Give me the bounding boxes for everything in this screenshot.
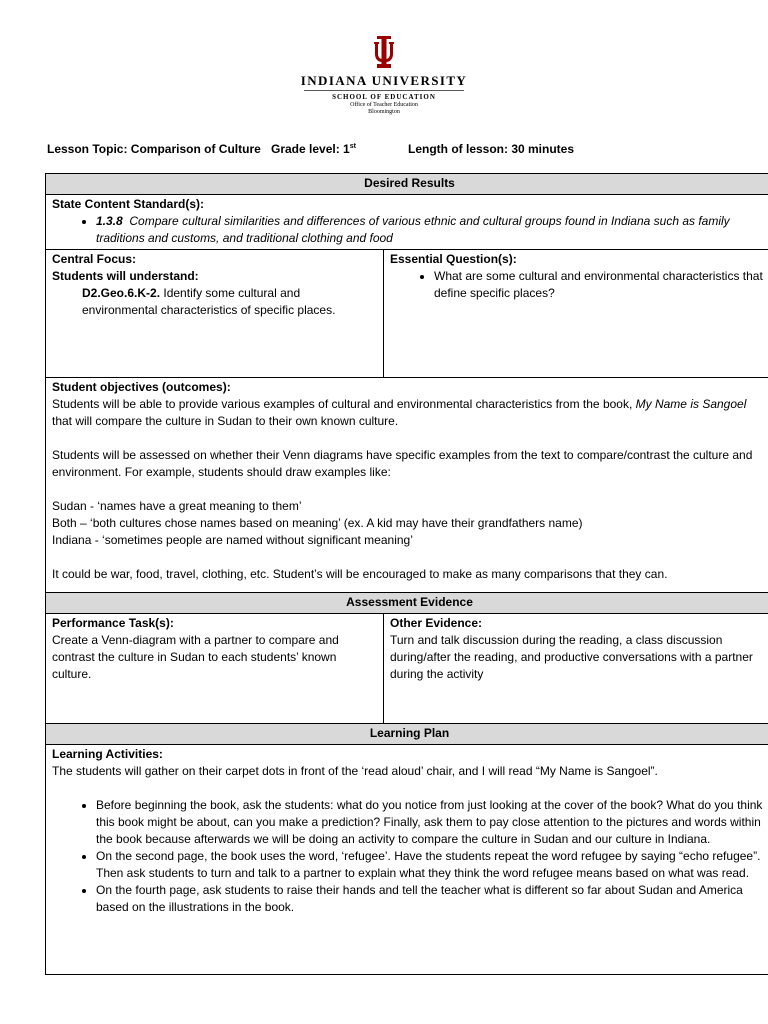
essential-question-item: • What are some cultural and environmental characteristics that define specific places? bbox=[434, 268, 767, 302]
objective-paragraph-2: Students will be assessed on whether their Venn diagrams have specific examples from the text to compare/contrast the culture and environment. For example, students should draw examples like: bbox=[52, 448, 753, 479]
campus-name: Bloomington bbox=[368, 109, 400, 115]
iu-trident-icon bbox=[372, 36, 396, 68]
performance-task-cell bbox=[46, 614, 384, 724]
learning-plan-header: Learning Plan bbox=[46, 724, 768, 745]
objectives-label: Student objectives (outcomes): bbox=[52, 380, 231, 394]
other-evidence-cell bbox=[384, 614, 768, 724]
learning-activities-cell bbox=[46, 745, 768, 975]
iu-logo-block bbox=[0, 36, 768, 116]
essential-question-cell bbox=[384, 250, 768, 378]
assessment-evidence-header: Assessment Evidence bbox=[46, 593, 768, 614]
state-standards-cell bbox=[46, 195, 768, 250]
example-indiana: Indiana - ‘sometimes people are named without significant meaning’ bbox=[52, 533, 413, 547]
state-standards-label: State Content Standard(s): bbox=[52, 197, 205, 211]
example-both: Both – ‘both cultures chose names based on meaning’ (ex. A kid may have their grandfathers name) bbox=[52, 516, 583, 530]
university-name: INDIANA UNIVERSITY bbox=[300, 73, 468, 88]
lesson-topic: Lesson Topic: Comparison of Culture bbox=[47, 142, 261, 156]
learning-intro: The students will gather on their carpet dots in front of the ‘read aloud’ chair, and I will read “My Name is Sangoel”. bbox=[52, 764, 658, 778]
learning-step: • On the fourth page, ask students to raise their hands and tell the teacher what is different so far about Sudan and America based on the illustrations in the book. bbox=[96, 882, 767, 916]
student-objectives-cell bbox=[46, 378, 768, 593]
school-name: SCHOOL OF EDUCATION bbox=[332, 93, 436, 101]
example-sudan: Sudan - ‘names have a great meaning to them’ bbox=[52, 499, 302, 513]
objective-paragraph-3: It could be war, food, travel, clothing, etc. Student’s will be encouraged to make as many comparisons that they can. bbox=[52, 567, 668, 581]
central-focus-label: Central Focus: bbox=[52, 252, 137, 266]
performance-task-label: Performance Task(s): bbox=[52, 616, 174, 630]
learning-activities-label: Learning Activities: bbox=[52, 747, 163, 761]
learning-step: • On the second page, the book uses the word, ‘refugee’. Have the students repeat the word refugee by saying “echo refugee”. Then ask students to turn and talk to a partner to explain what they think the word refugee means based on what was read. bbox=[96, 848, 767, 882]
performance-task-text: Create a Venn-diagram with a partner to compare and contrast the culture in Sudan to each students’ known culture. bbox=[52, 633, 339, 681]
standard-item: • 1.3.8 Compare cultural similarities and differences of various ethnic and cultural groups found in Indiana such as family traditions and customs, and traditional clothing and food bbox=[96, 213, 767, 247]
grade-level: Grade level: 1st bbox=[271, 142, 356, 156]
learning-step: • Before beginning the book, ask the students: what do you notice from just looking at the cover of the book? What do you think this book might be about, can you make a prediction? Finally, ask them to pay close attention to the pictures and words within the book because afterwards we will be doing an activity to compare the culture in Sudan and our culture in Indiana. bbox=[96, 797, 767, 848]
lesson-plan-table bbox=[45, 173, 768, 975]
desired-results-header: Desired Results bbox=[46, 174, 768, 195]
focus-statement: D2.Geo.6.K-2. Identify some cultural and environmental characteristics of specific places. bbox=[82, 286, 336, 317]
learning-steps-list bbox=[52, 797, 767, 916]
other-evidence-text: Turn and talk discussion during the reading, a class discussion during/after the reading, and productive conversations with a partner during the activity bbox=[390, 633, 753, 681]
office-name: Office of Teacher Education bbox=[350, 102, 418, 108]
central-focus-cell bbox=[46, 250, 384, 378]
objective-paragraph-1: Students will be able to provide various examples of cultural and environmental characteristics from the book, My Name is Sangoel that will compare the culture in Sudan to their own known culture. bbox=[52, 397, 747, 428]
logo-divider bbox=[304, 90, 464, 91]
essential-question-label: Essential Question(s): bbox=[390, 252, 517, 266]
understand-label: Students will understand: bbox=[52, 269, 199, 283]
other-evidence-label: Other Evidence: bbox=[390, 616, 483, 630]
lesson-length: Length of lesson: 30 minutes bbox=[408, 142, 575, 156]
